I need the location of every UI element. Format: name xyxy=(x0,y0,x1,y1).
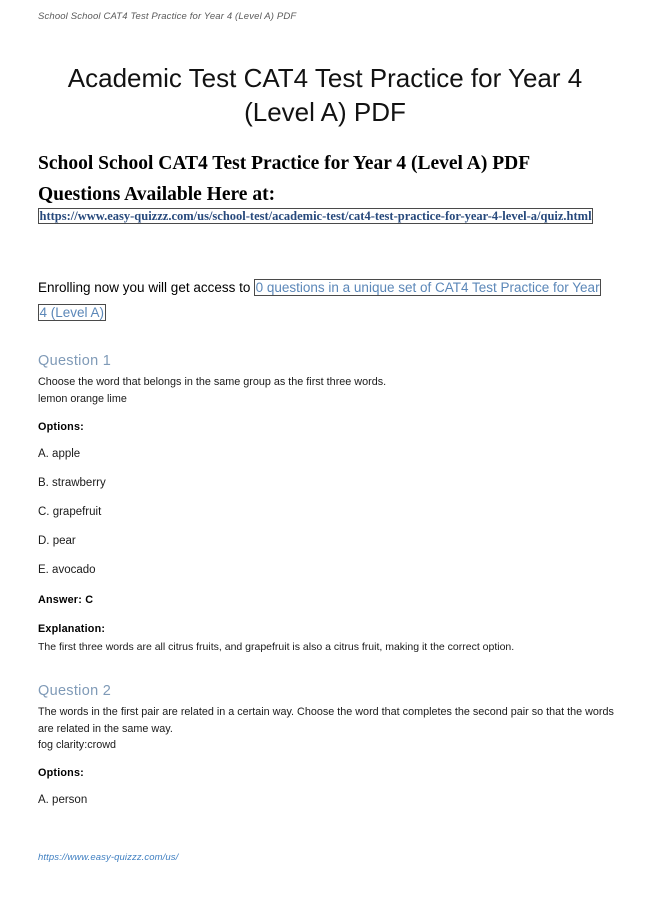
options-label: Options: xyxy=(38,420,84,433)
enrolling-lead-text: Enrolling now you will get access to xyxy=(38,279,255,295)
question-prompt-words: fog clarity:crowd xyxy=(38,739,117,751)
option-item[interactable]: A. person xyxy=(38,794,88,806)
enrolling-paragraph xyxy=(38,275,608,325)
quiz-url-block xyxy=(38,207,616,226)
question-stem: The words in the first pair are related in a certain way. Choose the word that completes the second pair so that the words are related in the same way. xyxy=(38,706,614,735)
question-heading: Question 2 xyxy=(38,683,112,699)
page-title: Academic Test CAT4 Test Practice for Year 4 (Level A) PDF xyxy=(67,63,583,128)
option-item[interactable]: E. avocado xyxy=(38,563,96,576)
option-list xyxy=(38,447,616,578)
option-list xyxy=(38,793,616,808)
option-item[interactable]: D. pear xyxy=(38,534,76,547)
options-label: Options: xyxy=(38,767,84,779)
option-item[interactable]: B. strawberry xyxy=(38,476,106,489)
question-block xyxy=(38,683,616,808)
explanation-label: Explanation: xyxy=(38,622,106,635)
question-prompt-words: lemon orange lime xyxy=(38,392,127,405)
quiz-url-link[interactable]: https://www.easy-quizzz.com/us/school-test/academic-test/cat4-test-practice-for-year-4-level-a/quiz.html xyxy=(39,209,592,223)
question-heading: Question 1 xyxy=(38,353,112,369)
answer-line: Answer: C xyxy=(38,593,94,606)
footer-site-link[interactable]: https://www.easy-quizzz.com/us/ xyxy=(38,852,179,863)
question-block xyxy=(38,353,616,655)
option-item[interactable]: C. grapefruit xyxy=(38,505,102,518)
enrolling-question-count-link[interactable]: 0 questions in a unique set of CAT4 Test Practice for Year 4 (Level A) xyxy=(39,279,600,320)
running-header: School School CAT4 Test Practice for Year 4 (Level A) PDF xyxy=(38,11,297,22)
question-stem: Choose the word that belongs in the same group as the first three words. xyxy=(38,376,387,388)
explanation-text: The first three words are all citrus fruits, and grapefruit is also a citrus fruit, making it the correct option. xyxy=(38,640,515,653)
subheading: School School CAT4 Test Practice for Year 4 (Level A) PDF Questions Available Here at: xyxy=(38,153,530,206)
option-item[interactable]: A. apple xyxy=(38,447,81,460)
